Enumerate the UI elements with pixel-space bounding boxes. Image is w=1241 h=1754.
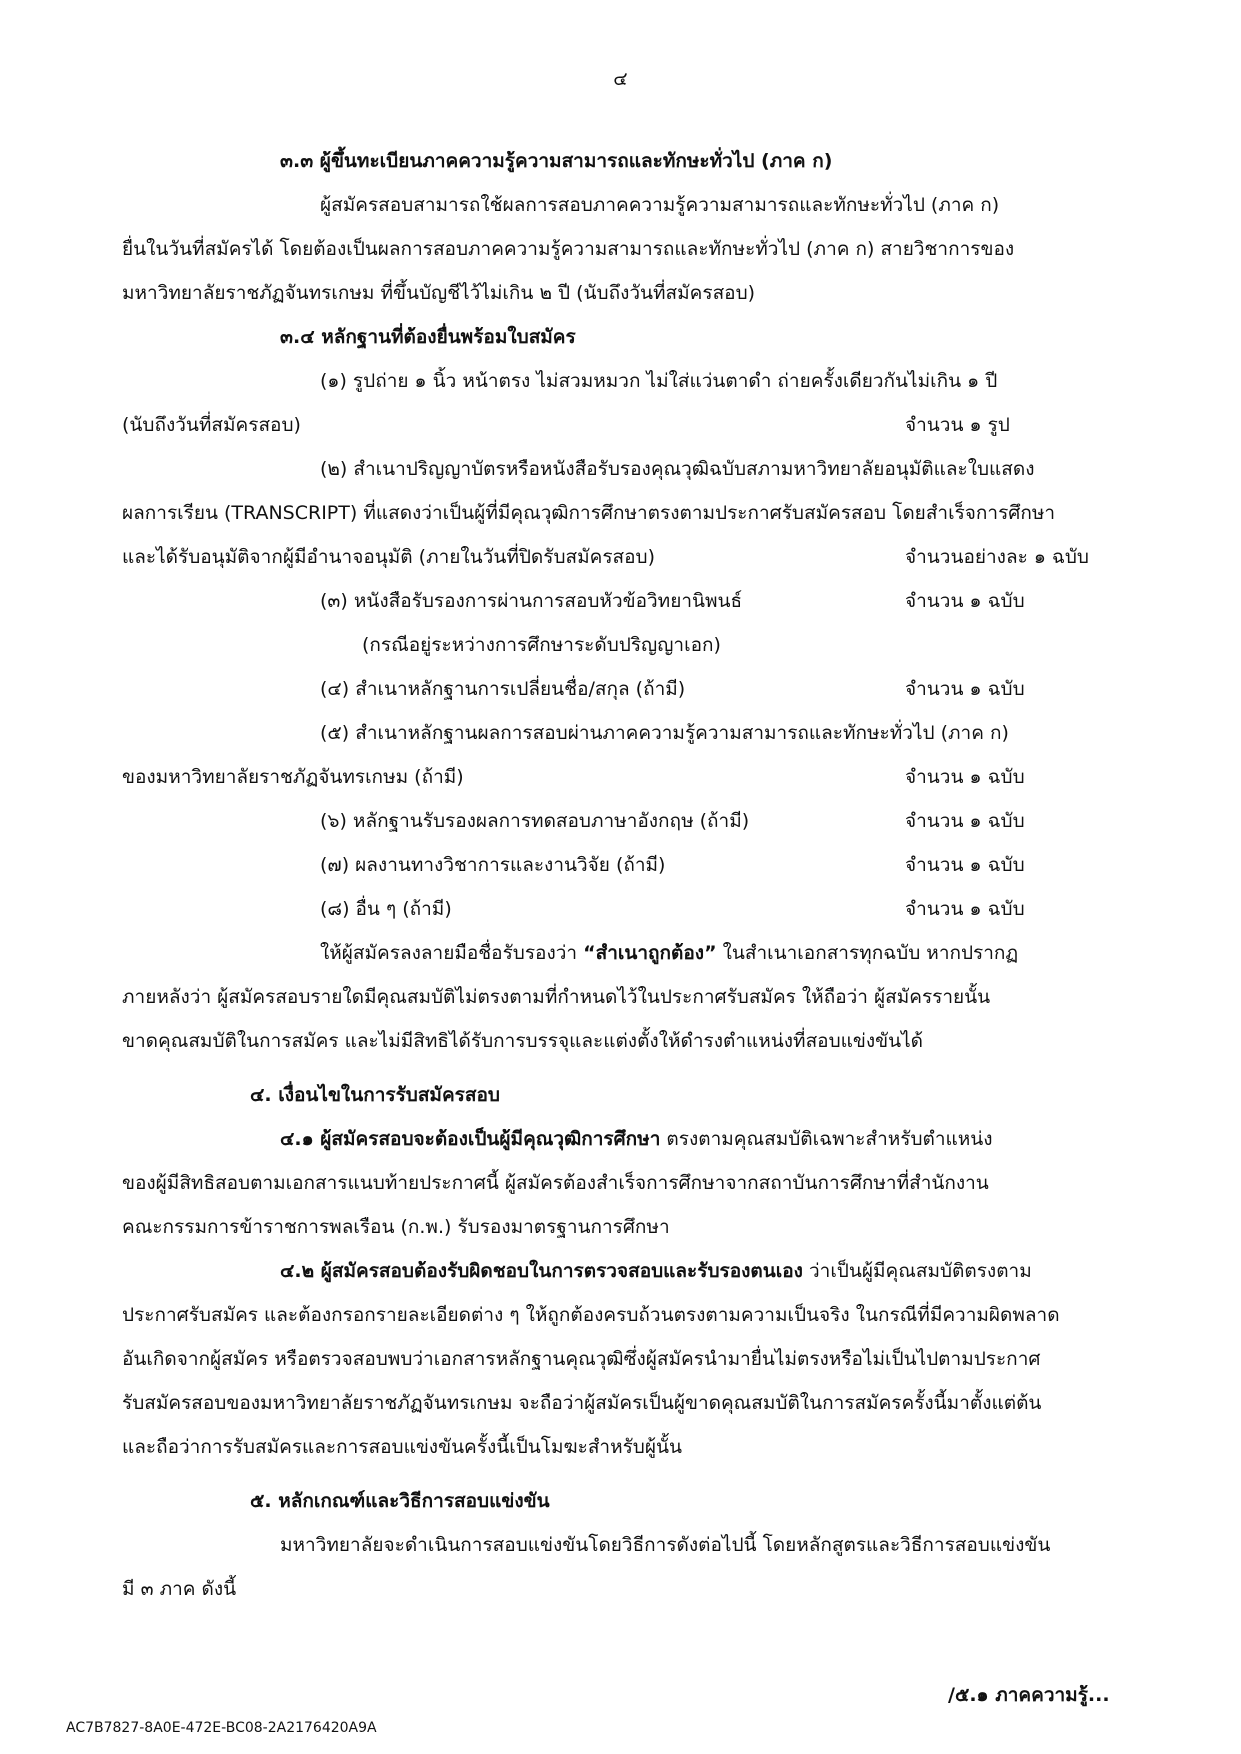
doc-item-3-line-1: (๓) หนังสือรับรองการผ่านการสอบหัวข้อวิทยานิพนธ์ <box>320 590 743 612</box>
section-3-3-heading: ๓.๓ ผู้ขึ้นทะเบียนภาคความรู้ความสามารถและทักษะทั่วไป (ภาค ก) <box>280 150 833 172</box>
doc-item-1-line-2: (นับถึงวันที่สมัครสอบ) <box>122 414 301 436</box>
doc-item-7: (๗) ผลงานทางวิชาการและงานวิจัย (ถ้ามี) <box>320 854 666 876</box>
section-5-para-line-1: มหาวิทยาลัยจะดำเนินการสอบแข่งขันโดยวิธีการดังต่อไปนี้ โดยหลักสูตรและวิธีการสอบแข่งขัน <box>280 1534 1051 1556</box>
section-3-3-para-line-3: มหาวิทยาลัยราชภัฏจันทรเกษม ที่ขึ้นบัญชีไว้ไม่เกิน ๒ ปี (นับถึงวันที่สมัครสอบ) <box>122 282 756 304</box>
certify-note-text-a: ให้ผู้สมัครลงลายมือชื่อรับรองว่า <box>320 942 584 964</box>
section-5-heading: ๕. หลักเกณฑ์และวิธีการสอบแข่งขัน <box>250 1490 550 1512</box>
certify-note-line-3: ขาดคุณสมบัติในการสมัคร และไม่มีสิทธิได้รับการบรรจุและแต่งตั้งให้ดำรงตำแหน่งที่สอบแข่งขันได้ <box>122 1030 924 1052</box>
certify-note-line-1 <box>320 938 1018 968</box>
doc-item-7-quantity: จำนวน ๑ ฉบับ <box>905 854 1025 876</box>
doc-item-6-quantity: จำนวน ๑ ฉบับ <box>905 810 1025 832</box>
section-4-1-line-3: คณะกรรมการข้าราชการพลเรือน (ก.พ.) รับรองมาตรฐานการศึกษา <box>122 1216 670 1238</box>
section-4-2-text: ว่าเป็นผู้มีคุณสมบัติตรงตาม <box>802 1260 1032 1282</box>
doc-item-4-quantity: จำนวน ๑ ฉบับ <box>905 678 1025 700</box>
section-4-2-line-1 <box>280 1256 1032 1286</box>
section-4-2-bold: ๔.๒ ผู้สมัครสอบต้องรับผิดชอบในการตรวจสอบและรับรองตนเอง <box>280 1260 803 1282</box>
doc-item-2-quantity: จำนวนอย่างละ ๑ ฉบับ <box>905 546 1089 568</box>
doc-item-4: (๔) สำเนาหลักฐานการเปลี่ยนชื่อ/สกุล (ถ้ามี) <box>320 678 686 700</box>
doc-item-2-line-3: และได้รับอนุมัติจากผู้มีอำนาจอนุมัติ (ภายในวันที่ปิดรับสมัครสอบ) <box>122 546 656 568</box>
section-4-1-text: ตรงตามคุณสมบัติเฉพาะสำหรับตำแหน่ง <box>660 1128 993 1150</box>
doc-item-6: (๖) หลักฐานรับรองผลการทดสอบภาษาอังกฤษ (ถ้ามี) <box>320 810 750 832</box>
section-4-2-line-5: และถือว่าการรับสมัครและการสอบแข่งขันครั้งนี้เป็นโมฆะสำหรับผู้นั้น <box>122 1436 682 1458</box>
section-3-4-heading: ๓.๔ หลักฐานที่ต้องยื่นพร้อมใบสมัคร <box>280 326 576 348</box>
section-4-2-line-2: ประกาศรับสมัคร และต้องกรอกรายละเอียดต่าง ๆ ให้ถูกต้องครบถ้วนตรงตามความเป็นจริง ในกรณีที่มีความผิดพลาด <box>122 1304 1060 1326</box>
page-number: ๔ <box>613 68 628 90</box>
doc-item-5-quantity: จำนวน ๑ ฉบับ <box>905 766 1025 788</box>
section-4-heading: ๔. เงื่อนไขในการรับสมัครสอบ <box>250 1084 500 1106</box>
section-3-3-para-line-2: ยื่นในวันที่สมัครได้ โดยต้องเป็นผลการสอบภาคความรู้ความสามารถและทักษะทั่วไป (ภาค ก) สายวิชาการของ <box>122 238 1015 260</box>
doc-item-1-line-1: (๑) รูปถ่าย ๑ นิ้ว หน้าตรง ไม่สวมหมวก ไม่ใส่แว่นตาดำ ถ่ายครั้งเดียวกันไม่เกิน ๑ ปี <box>320 370 998 392</box>
doc-item-8: (๘) อื่น ๆ (ถ้ามี) <box>320 898 452 920</box>
doc-item-3-line-2: (กรณีอยู่ระหว่างการศึกษาระดับปริญญาเอก) <box>362 634 721 656</box>
document-id: AC7B7827-8A0E-472E-BC08-2A2176420A9A <box>66 1720 377 1736</box>
doc-item-8-quantity: จำนวน ๑ ฉบับ <box>905 898 1025 920</box>
section-4-1-line-2: ของผู้มีสิทธิสอบตามเอกสารแนบท้ายประกาศนี้ ผู้สมัครต้องสำเร็จการศึกษาจากสถาบันการศึกษาที่สำนักงาน <box>122 1172 989 1194</box>
section-5-para-line-2: มี ๓ ภาค ดังนี้ <box>122 1578 237 1600</box>
section-4-2-line-3: อันเกิดจากผู้สมัคร หรือตรวจสอบพบว่าเอกสารหลักฐานคุณวุฒิซึ่งผู้สมัครนำมายื่นไม่ตรงหรือไม่เป็นไปตามประกาศ <box>122 1348 1041 1370</box>
section-3-3-para-line-1: ผู้สมัครสอบสามารถใช้ผลการสอบภาคความรู้ความสามารถและทักษะทั่วไป (ภาค ก) <box>320 194 1000 216</box>
certify-note-text-c: ในสำเนาเอกสารทุกฉบับ หากปรากฏ <box>716 942 1019 964</box>
section-4-1-bold: ๔.๑ ผู้สมัครสอบจะต้องเป็นผู้มีคุณวุฒิการศึกษา <box>280 1128 661 1150</box>
doc-item-2-line-1: (๒) สำเนาปริญญาบัตรหรือหนังสือรับรองคุณวุฒิฉบับสภามหาวิทยาลัยอนุมัติและใบแสดง <box>320 458 1035 480</box>
section-4-2-line-4: รับสมัครสอบของมหาวิทยาลัยราชภัฏจันทรเกษม จะถือว่าผู้สมัครเป็นผู้ขาดคุณสมบัติในการสมัครครั้งนี้มาตั้งแต่ต้น <box>122 1392 1042 1414</box>
doc-item-3-quantity: จำนวน ๑ ฉบับ <box>905 590 1025 612</box>
doc-item-5-line-2: ของมหาวิทยาลัยราชภัฏจันทรเกษม (ถ้ามี) <box>122 766 464 788</box>
section-4-1-line-1 <box>280 1124 993 1154</box>
continuation-text: /๕.๑ ภาคความรู้... <box>948 1684 1110 1706</box>
doc-item-1-quantity: จำนวน ๑ รูป <box>905 414 1010 436</box>
certify-note-bold: “สำเนาถูกต้อง” <box>583 942 717 964</box>
certify-note-line-2: ภายหลังว่า ผู้สมัครสอบรายใดมีคุณสมบัติไม่ตรงตามที่กำหนดไว้ในประกาศรับสมัคร ให้ถือว่า ผู้สมัครรายนั้น <box>122 986 991 1008</box>
doc-item-2-line-2: ผลการเรียน (TRANSCRIPT) ที่แสดงว่าเป็นผู้ที่มีคุณวุฒิการศึกษาตรงตามประกาศรับสมัครสอบ โดยสำเร็จการศึกษา <box>122 502 1056 524</box>
doc-item-5-line-1: (๕) สำเนาหลักฐานผลการสอบผ่านภาคความรู้ความสามารถและทักษะทั่วไป (ภาค ก) <box>320 722 1009 744</box>
